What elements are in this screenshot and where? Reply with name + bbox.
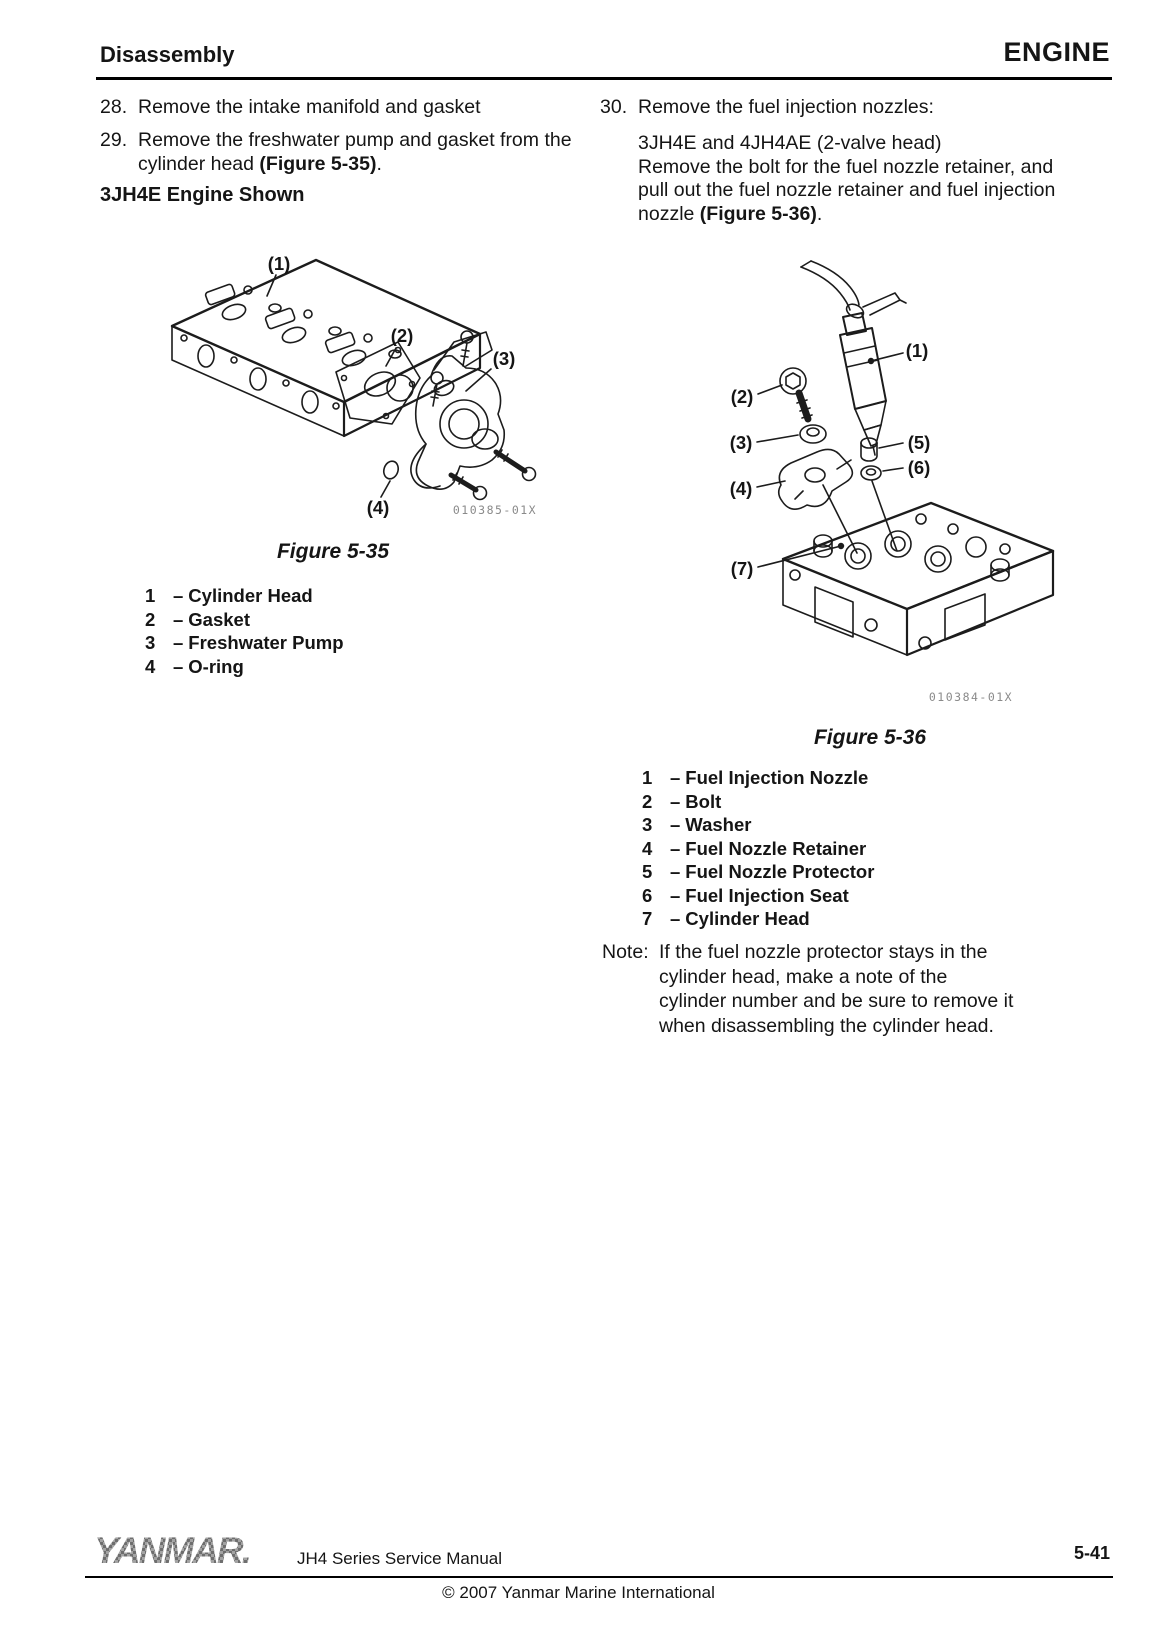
footer-rule (85, 1576, 1113, 1578)
legend-number: 1 (145, 585, 156, 606)
legend-label: Bolt (685, 790, 722, 812)
legend-label: O-ring (188, 655, 244, 677)
note-text (659, 940, 1019, 1038)
legend-label: Fuel Injection Seat (685, 884, 849, 906)
legend-dash: – (670, 908, 681, 929)
legend-dash: – (670, 767, 681, 788)
callout-3: (3) (729, 432, 753, 453)
figure-5-35-illustration (148, 238, 578, 528)
o-ring-drawing (382, 459, 401, 480)
fuel-nozzle-retainer-drawing (779, 449, 853, 509)
step-29 (100, 129, 598, 176)
step-number: 28. (100, 96, 128, 118)
note-line: cylinder head, make a note of the (659, 965, 948, 988)
figure-reference: (Figure 5-35) (259, 152, 377, 175)
fuel-line-drawing (801, 261, 906, 321)
legend-label: Fuel Nozzle Retainer (685, 837, 867, 859)
note-block (602, 940, 1082, 1038)
legend-label: Freshwater Pump (188, 632, 344, 653)
legend-item (145, 631, 545, 655)
copyright-text: © 2007 Yanmar Marine International (442, 1583, 715, 1602)
detail-line (638, 203, 1108, 227)
legend-number: 4 (642, 837, 653, 859)
step-number: 30. (600, 96, 628, 118)
legend-dash: – (670, 837, 681, 859)
legend-dash: – (670, 790, 681, 812)
step-28 (100, 96, 588, 120)
legend-label: Fuel Injection Nozzle (685, 767, 869, 788)
legend-item (642, 907, 1062, 931)
step-text-part: . (376, 152, 382, 175)
legend-number: 5 (642, 861, 653, 882)
note-line: If the fuel nozzle protector stays in the (659, 941, 988, 963)
legend-number: 3 (145, 632, 156, 653)
cylinder-head-drawing (172, 260, 480, 436)
note-line: cylinder number and be sure to remove it (659, 990, 1014, 1012)
legend-dash: – (173, 608, 184, 630)
legend-item (642, 884, 1062, 908)
legend-item (642, 766, 1062, 790)
legend-label: Cylinder Head (188, 585, 313, 606)
engine-shown-heading: 3JH4E Engine Shown (100, 184, 305, 206)
legend-number: 1 (642, 767, 653, 788)
legend-number: 2 (145, 608, 156, 630)
step-text: Remove the intake manifold and gasket (138, 96, 481, 118)
page-number: 5-41 (1073, 1543, 1110, 1563)
gasket-drawing (336, 342, 420, 424)
image-code: 010385-01X (452, 503, 538, 517)
legend-item (145, 584, 545, 608)
callout-3: (3) (492, 348, 516, 369)
callout-leader-lines (267, 275, 491, 497)
fuel-injection-nozzle-drawing (840, 313, 886, 455)
image-code: 010384-01X (928, 690, 1014, 704)
callout-2: (2) (730, 386, 754, 407)
detail-line: pull out the fuel nozzle retainer and fuel injection (638, 179, 1056, 201)
legend-item (642, 790, 1062, 814)
chapter-title: ENGINE (1003, 37, 1110, 67)
legend-item (145, 608, 545, 632)
legend-item (642, 837, 1062, 861)
legend-number: 3 (642, 814, 653, 835)
callout-2: (2) (390, 325, 414, 346)
legend-number: 2 (642, 790, 653, 812)
washer-drawing (800, 425, 826, 443)
figure-5-36-illustration (695, 253, 1090, 705)
freshwater-pump-drawing (411, 332, 504, 489)
legend-item (145, 655, 545, 679)
callout-6: (6) (907, 457, 931, 478)
step-text (138, 129, 598, 176)
legend-dash: – (173, 655, 184, 677)
callout-1: (1) (267, 253, 291, 274)
figure-reference: (Figure 5-36) (699, 202, 817, 225)
step-text-part: Remove the freshwater pump and gasket from the cylinder head (138, 129, 572, 175)
callout-4: (4) (729, 478, 753, 499)
legend-number: 6 (642, 884, 653, 906)
section-title: Disassembly (100, 42, 235, 67)
callout-4: (4) (366, 497, 390, 518)
legend-number: 7 (642, 908, 653, 929)
legend-label: Gasket (188, 608, 251, 630)
detail-line: Remove the bolt for the fuel nozzle retainer, and (638, 155, 1054, 178)
legend-dash: – (670, 884, 681, 906)
manual-title: JH4 Series Service Manual (297, 1549, 503, 1568)
callout-leader-lines (757, 353, 903, 567)
legend-number: 4 (145, 655, 156, 677)
legend-item (642, 860, 1062, 884)
note-line: when disassembling the cylinder head. (659, 1014, 994, 1037)
legend-dash: – (173, 585, 184, 606)
figure-5-35 (148, 238, 578, 528)
legend-label: Fuel Nozzle Protector (685, 861, 875, 882)
callout-5: (5) (907, 432, 931, 453)
detail-line: 3JH4E and 4JH4AE (2-valve head) (638, 132, 942, 154)
figure-5-35-legend (145, 584, 545, 678)
callout-7: (7) (730, 558, 754, 579)
step-number: 29. (100, 129, 128, 151)
figure-5-35-caption: Figure 5-35 (276, 540, 390, 563)
step-30-detail (638, 132, 1108, 226)
note-label: Note: (602, 941, 649, 963)
detail-line-part: nozzle (638, 202, 700, 225)
bolt-drawing (780, 368, 812, 419)
legend-dash: – (670, 861, 681, 882)
legend-dash: – (173, 632, 184, 653)
legend-item (642, 813, 1062, 837)
header-rule (96, 77, 1112, 80)
detail-line-part: . (816, 202, 823, 225)
figure-5-36 (695, 253, 1090, 705)
yanmar-logo: YANMAR. (94, 1530, 250, 1571)
legend-dash: – (670, 814, 681, 835)
fuel-injection-seat-drawing (861, 466, 881, 480)
legend-label: Cylinder Head (685, 908, 810, 929)
figure-5-36-legend (642, 766, 1062, 931)
cylinder-head-block-drawing (783, 503, 1053, 655)
legend-label: Washer (685, 814, 752, 835)
callout-1: (1) (905, 340, 929, 361)
step-30 (600, 96, 1100, 120)
figure-5-36-caption: Figure 5-36 (813, 726, 927, 749)
step-text: Remove the fuel injection nozzles: (638, 96, 934, 118)
